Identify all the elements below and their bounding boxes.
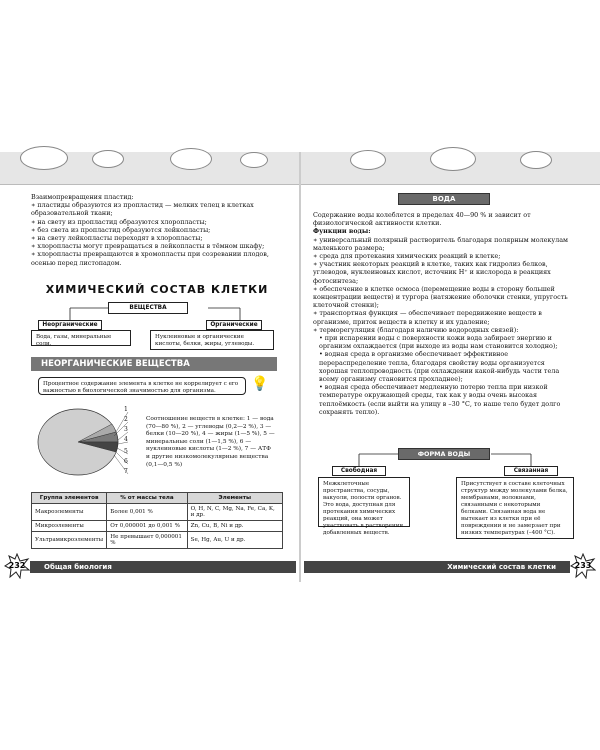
bound-water-box: Присутствует в составе клеточных структур между молекулами белка, мембранами, волокнами, связанными с некоторыми белками. Связанная вода не вытекает из клетки при её повреждении и не замерзает при низких температурах (–400 °С). xyxy=(456,477,574,539)
intro-line: ∗ пластиды образуются из пропластид — мелких телец в клетках образовательной ткани; xyxy=(31,201,254,218)
table-cell: Не превышает 0,000001 % xyxy=(107,532,187,549)
left-page-number: 232 xyxy=(8,561,26,570)
water-text xyxy=(313,211,571,416)
right-page-number: 233 xyxy=(574,561,592,570)
organic-box: Нуклеиновые и органические кислоты, белки, жиры, углеводы. xyxy=(150,330,274,350)
elements-table xyxy=(31,492,283,549)
pie-number: 1 xyxy=(124,406,128,413)
organic-label: Органические xyxy=(206,320,262,330)
intro-line: ∗ хлоропласты превращаются в хромопласты при созревании плодов, осенью перед листопадом. xyxy=(31,250,269,267)
function-subitem: • при испарении воды с поверхности кожи вода забирает энергию и организм охлаждается (при выходе из воды нам становится холодно); xyxy=(319,334,558,351)
water-intro: Содержание воды колеблется в пределах 40—90 % и зависит от физиологической активности клетки. xyxy=(313,211,531,228)
function-subitem: • водная среда в организме обеспечивает эффективное перераспределение тепла, благодаря свойству воды организуется хорошая теплопроводность (при охлаждении какой-нибудь части тела всему организму становится прохладнее); xyxy=(319,350,560,384)
cloud-decoration-icon xyxy=(430,147,476,171)
function-subitem: • водная среда обеспечивает медленную потерю тепла при низкой температуре окружающей среды, так как у воды очень высокая теплоёмкость (если выйти на улицу в –30 °С, то наше тело будет долго сохранять тепло). xyxy=(319,383,561,416)
intro-line: ∗ хлоропласты могут превращаться в лейкопласты в тёмном шкафу; xyxy=(31,242,265,251)
forms-title: ФОРМА ВОДЫ xyxy=(398,448,490,460)
pie-number: 7 xyxy=(124,468,128,475)
function-item: ∗ участник некоторых реакций в клетке, таких как гидролиз белков, углеводов, нуклеиновых кислот, источник H⁺ и кислорода в реакциях фотосинтеза; xyxy=(313,260,551,285)
table-header-row xyxy=(32,493,283,504)
pie-number: 4 xyxy=(124,436,128,443)
cloud-decoration-icon xyxy=(170,148,212,170)
table-cell: Zn, Cu, B, Ni и др. xyxy=(187,521,282,532)
cloud-decoration-icon xyxy=(350,150,386,170)
cloud-decoration-icon xyxy=(20,146,68,170)
intro-line: Взаимопревращения пластид: xyxy=(31,193,134,201)
table-row xyxy=(32,521,283,532)
table-header-cell: Группа элементов xyxy=(32,493,107,504)
function-item: ∗ среда для протекания химических реакций в клетке; xyxy=(313,252,501,261)
pie-number: 3 xyxy=(124,426,128,433)
function-item: ∗ транспортная функция — обеспечивает передвижение веществ в организме, приток веществ в клетку и их удаление; xyxy=(313,309,542,326)
water-title: ВОДА xyxy=(398,193,490,205)
intro-line: ∗ на свету лейкопласты переходят в хлоропласты; xyxy=(31,234,203,243)
pie-number: 6 xyxy=(124,458,128,465)
inorganic-box: Вода, газы, минеральные соли. xyxy=(31,330,131,346)
function-item: ∗ терморегуляция (благодаря наличию водородных связей): xyxy=(313,325,519,334)
right-footer-text: Химический состав клетки xyxy=(447,563,556,571)
lightbulb-icon: 💡 xyxy=(251,376,269,392)
table-header-cell: Элементы xyxy=(187,493,282,504)
table-cell: Микроэлементы xyxy=(32,521,107,532)
table-cell: Более 0,001 % xyxy=(107,504,187,521)
cloud-decoration-icon xyxy=(240,152,268,168)
cloud-decoration-icon xyxy=(520,151,552,169)
pie-legend: Соотношение веществ в клетке: 1 — вода (70—80 %), 2 — углеводы (0,2—2 %), 3 — белки (10—20 %), 4 — жиры (1—5 %), 5 — минеральные соли (1—1,5 %), 6 — нуклеиновые кислоты (1—2 %), 7 — АТФ и другие низкомолекулярные вещества (0,1—0,5 %) xyxy=(146,416,275,468)
note-box: Процентное содержание элемента в клетке не коррелирует с его важностью в биологической значимостью для организма. xyxy=(38,377,246,395)
table-row xyxy=(32,504,283,521)
left-footer-bar xyxy=(30,561,296,573)
section-title: ХИМИЧЕСКИЙ СОСТАВ КЛЕТКИ xyxy=(45,283,269,296)
left-intro-text xyxy=(31,193,283,267)
tree-root-label: ВЕЩЕСТВА xyxy=(108,302,188,314)
right-footer-bar xyxy=(304,561,570,573)
cloud-decoration-icon xyxy=(92,150,124,168)
table-row xyxy=(32,532,283,549)
table-cell: Se, Hg, Au, U и др. xyxy=(187,532,282,549)
page-spine xyxy=(299,152,301,582)
table-cell: От 0,000001 до 0,001 % xyxy=(107,521,187,532)
inorganic-label: Неорганические xyxy=(38,320,102,330)
bound-water-label: Связанная xyxy=(504,466,558,476)
table-cell: O, H, N, C, Mg, Na, Fe, Ca, K, и др. xyxy=(187,504,282,521)
inorganic-banner: НЕОРГАНИЧЕСКИЕ ВЕЩЕСТВА xyxy=(31,357,277,371)
left-footer-text: Общая биология xyxy=(44,563,112,571)
pie-number: 2 xyxy=(124,416,128,423)
intro-line: ∗ без света из пропластид образуются лейкопласты; xyxy=(31,225,211,234)
intro-line: ∗ на свету из пропластид образуются хлоропласты; xyxy=(31,217,207,226)
pie-number: 5 xyxy=(124,448,128,455)
table-cell: Ультрамикроэлементы xyxy=(32,532,107,549)
functions-title: Функции воды: xyxy=(313,227,371,236)
free-water-box: Межклеточные пространства, сосуды, вакуоли, полости органов. Это вода, доступная для протекания химических реакций, она может участвовать в растворении добавленных веществ. xyxy=(318,477,410,527)
free-water-label: Свободная xyxy=(332,466,386,476)
table-header-cell: % от массы тела xyxy=(107,493,187,504)
function-item: ∗ обеспечение в клетке осмоса (перемещение воды в сторону большей концентрации веществ) и тургора (натяжение оболочки стенки, упругость клеточной стенки); xyxy=(313,284,568,310)
function-item: ∗ универсальный полярный растворитель благодаря полярным молекулам маленького размера; xyxy=(313,235,569,252)
substance-pie-chart xyxy=(34,402,134,478)
table-cell: Макроэлементы xyxy=(32,504,107,521)
